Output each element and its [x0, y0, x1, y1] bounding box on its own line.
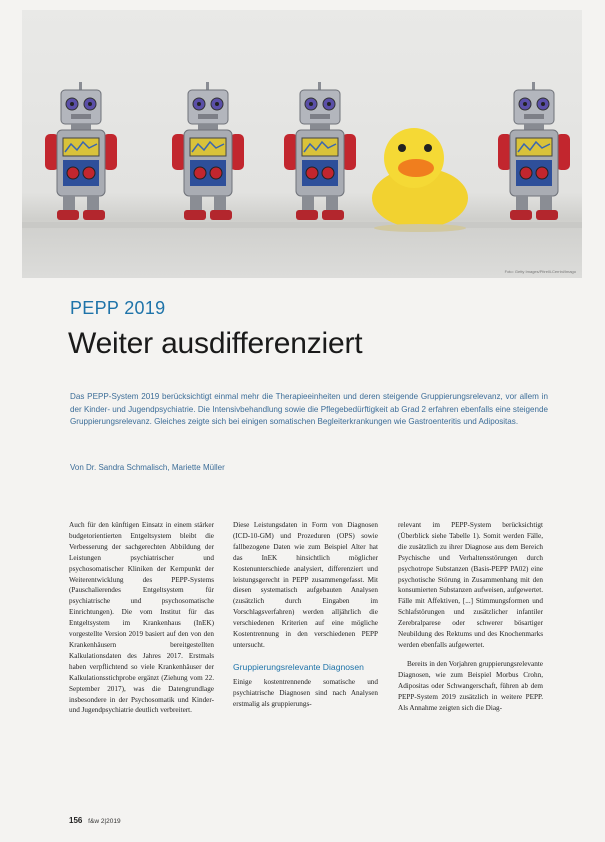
body-column-2 — [233, 520, 378, 710]
article-title: Weiter ausdifferenziert — [68, 327, 363, 360]
article-authors: Von Dr. Sandra Schmalisch, Mariette Müller — [70, 463, 225, 472]
page-number: 156 — [69, 816, 83, 825]
robots-and-duck-illustration — [22, 10, 582, 278]
article-photo — [22, 10, 582, 278]
page-footer — [69, 816, 121, 825]
article-kicker: PEPP 2019 — [70, 298, 166, 318]
rubber-duck — [372, 128, 468, 232]
body-column-1 — [69, 520, 214, 716]
magazine-name: f&w 2|2019 — [88, 818, 121, 825]
article-lead: Das PEPP-System 2019 berücksichtigt einmal mehr die Therapieeinheiten und deren steigende Gruppierungsrelevanz, vor allem in der Kinder- und Jugendpsychiatrie. Die Intensivbehandlung sowie die Pflegebedürftigkeit ab Grad 2 erfahren ebenfalls eine steigende Gruppierungsrelevanz. Gleiches zeigte sich bei einigen somatischen Begleiterkrankungen wie Gastroenteritis und Adipositas. — [70, 392, 548, 427]
body-column-3 — [398, 520, 543, 713]
paragraph: Diese Leistungsdaten in Form von Diagnosen (ICD-10-GM) und Prozeduren (OPS) sowie fallbezogene Daten wie zum Beispiel Alter hat das InEK hinsichtlich möglicher Kostenunterschiede analysiert, differenziert und leistungsgerecht in PEPP zusammengefasst. Mit diesen systematisch aufgebauten Analysen (zusätzlich durch Eingaben im Vorschlagsverfahren) werden alljährlich die verschiedenen Kriterien auf eine mögliche Kostentrennung in den verschiedenen PEPP untersucht. — [233, 521, 378, 649]
photo-credit: Foto: Getty Images/Pitrelli-Cerrini/Imago — [504, 269, 576, 274]
section-heading: Gruppierungsrelevante Diagnosen — [233, 661, 364, 672]
paragraph: Bereits in den Vorjahren gruppierungsrelevante Diagnosen, wie zum Beispiel Morbus Crohn, Adipositas oder Schwangerschaft, führen ab dem PEPP-System 2019 zusätzlich in weitere PEPP. Als Annahme zeigten sich die Diag- — [398, 659, 543, 712]
paragraph: Einige kostentrennende somatische und psychiatrische Diagnosen sind nach Analysen erstmalig als gruppierungs- — [233, 677, 378, 708]
paragraph: relevant im PEPP-System berücksichtigt (Überblick siehe Tabelle 1). Somit werden Fälle, die zusätzlich zu ihrer Diagnose aus dem Bereich Psychische und Verhaltensstörungen durch psychotrope Substanzen (Basis-PEPP PA02) eine psychotische Störung in Zusammenhang mit den konsumierten Substanzen aufweisen, aufgewertet. Fälle mit Affektiven, [...] Stimmungsformen und Schlafstörungen und zusätzlicher infantiler Zerebralparese oder schwerer bösartiger Neubildung des Rektums und des Knochenmarks werden ebenfalls aufgewertet. — [398, 521, 543, 649]
paragraph: Auch für den künftigen Einsatz in einem stärker budgetorientierten Entgeltsystem bleibt die Verbesserung der sachgerechten Abbildung der Leistungen psychiatrischer und psychosomatischer Kliniken der Kernpunkt der Weiterentwicklung des PEPP-Systems (Pauschalierendes Entgeltsystem für psychiatrische und psychosomatische Einrichtungen). Die vom Institut für das Entgeltsystem im Krankenhaus (InEK) vorgestellte Version 2019 basiert auf den von den Krankenhäusern bereitgestellten Kalkulationsdaten des Jahres 2017. Erstmals haben verpflichtend so viele Krankenhäuser der Kalkulationsstichprobe ergänzt (Ziehung vom 22. September 2017), was die Datengrundlage insbesondere in der Psychosomatik und Kinder- und Jugendpsychiatrie deutlich verbreitert. — [69, 521, 214, 715]
